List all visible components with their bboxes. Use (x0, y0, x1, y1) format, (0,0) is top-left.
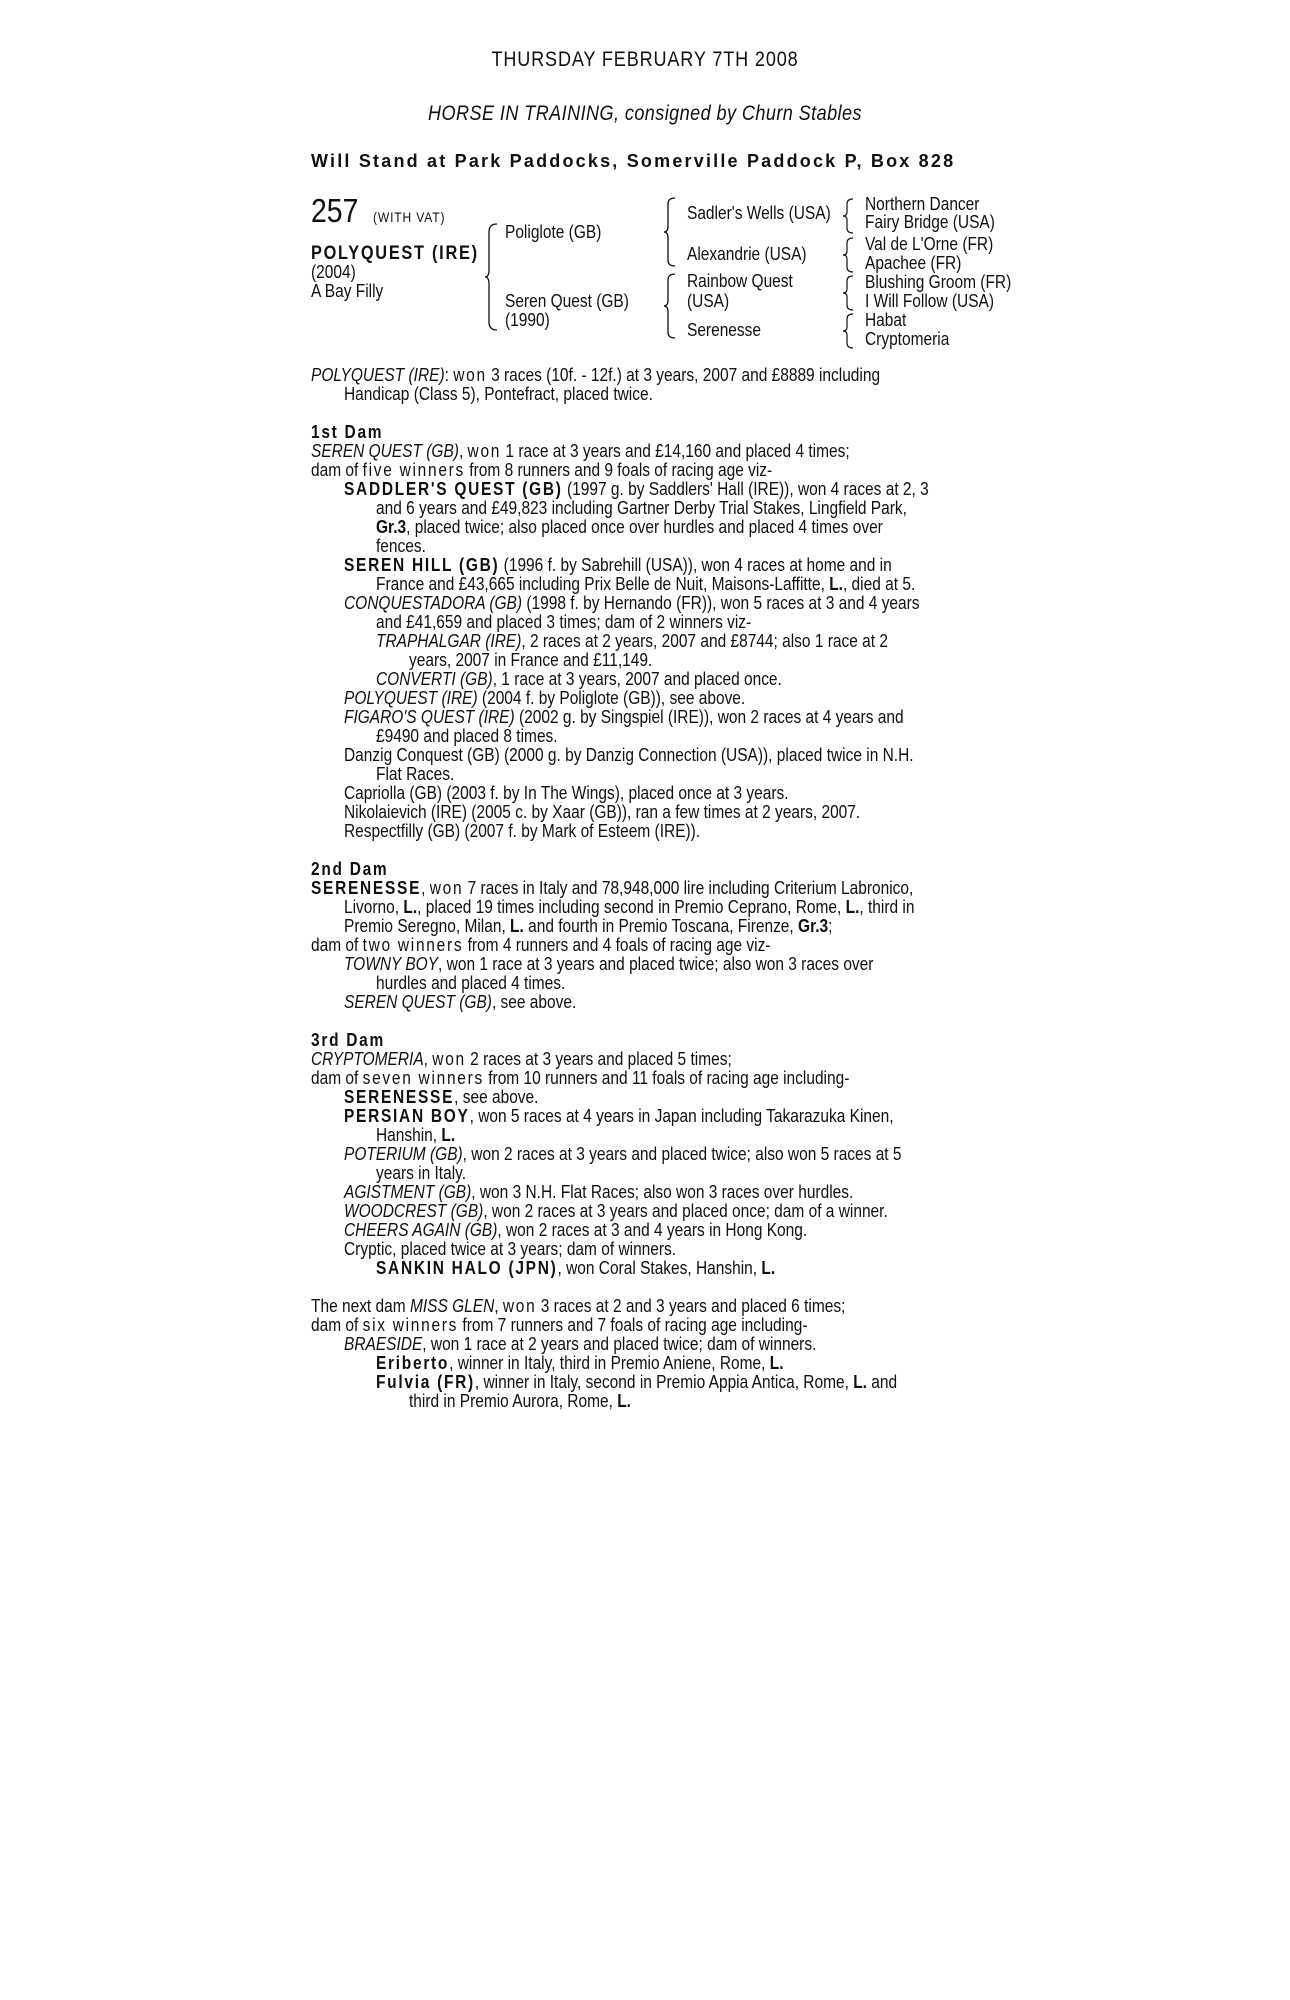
grand-produce-entry: CONVERTI (GB), 1 race at 3 years, 2007 and placed once. (376, 669, 782, 689)
first-dam-heading: 1st Dam (311, 422, 384, 442)
ggs-5: Blushing Groom (FR) (865, 272, 1012, 292)
produce-entry-cont: Hanshin, L. (376, 1125, 456, 1145)
ggs-3: Val de L'Orne (FR) (865, 234, 994, 254)
grand-produce-cont: third in Premio Aurora, Rome, L. (409, 1391, 631, 1411)
sire-name: Poliglote (GB) (505, 222, 602, 242)
next-dam-record: The next dam MISS GLEN, won 3 races at 2 and 3 years and placed 6 times; (311, 1296, 846, 1316)
produce-entry-cont: Flat Races. (376, 764, 455, 784)
produce-entry: Danzig Conquest (GB) (2000 g. by Danzig Connection (USA)), placed twice in N.H. (344, 745, 914, 765)
dam-name: Seren Quest (GB) (505, 291, 629, 311)
horse-name: POLYQUEST (IRE) (311, 243, 479, 264)
second-dam-record: SERENESSE, won 7 races in Italy and 78,948,000 lire including Criterium Labronico, (311, 878, 914, 898)
vat-note: (WITH VAT) (373, 209, 446, 225)
second-dam-record-cont: Premio Seregno, Milan, L. and fourth in Premio Toscana, Firenze, Gr.3; (344, 916, 833, 936)
sale-date: THURSDAY FEBRUARY 7TH 2008 (491, 48, 799, 71)
third-dam-record: CRYPTOMERIA, won 2 races at 3 years and placed 5 times; (311, 1049, 732, 1069)
produce-entry: Cryptic, placed twice at 3 years; dam of winners. (344, 1239, 677, 1259)
produce-entry: SEREN QUEST (GB), see above. (344, 992, 577, 1012)
consignment-title: HORSE IN TRAINING, consigned by Churn Stables (428, 102, 862, 125)
ggs-8: Cryptomeria (865, 329, 950, 349)
grand-produce-entry: Fulvia (FR), winner in Italy, second in Premio Appia Antica, Rome, L. and (376, 1372, 898, 1392)
produce-entry: CHEERS AGAIN (GB), won 2 races at 3 and 4 years in Hong Kong. (344, 1220, 808, 1240)
produce-entry-cont: hurdles and placed 4 times. (376, 973, 566, 993)
produce-entry-cont: £9490 and placed 8 times. (376, 726, 558, 746)
next-dam-produce: dam of six winners from 7 runners and 7 foals of racing age including- (311, 1315, 808, 1335)
grand-produce-cont: years, 2007 in France and £11,149. (409, 650, 653, 670)
produce-entry: CONQUESTADORA (GB) (1998 f. by Hernando (FR)), won 5 races at 3 and 4 years (344, 593, 920, 613)
horse-description: A Bay Filly (311, 281, 384, 301)
race-record: POLYQUEST (IRE): won 3 races (10f. - 12f.) at 3 years, 2007 and £8889 including (311, 365, 881, 385)
sire-sire: Sadler's Wells (USA) (687, 203, 831, 223)
produce-entry-cont: Gr.3, placed twice; also placed once over hurdles and placed 4 times over (376, 517, 883, 537)
first-dam-produce: dam of five winners from 8 runners and 9 foals of racing age viz- (311, 460, 773, 480)
pedigree-brace-3a (843, 198, 857, 234)
produce-entry: TOWNY BOY, won 1 race at 3 years and placed twice; also won 3 races over (344, 954, 874, 974)
grand-produce-entry: SANKIN HALO (JPN), won Coral Stakes, Hanshin, L. (376, 1258, 776, 1278)
grand-produce-entry: TRAPHALGAR (IRE), 2 races at 2 years, 2007 and £8744; also 1 race at 2 (376, 631, 888, 651)
dam-dam: Serenesse (687, 320, 762, 340)
second-dam-produce: dam of two winners from 4 runners and 4 foals of racing age viz- (311, 935, 771, 955)
ggs-2: Fairy Bridge (USA) (865, 212, 995, 232)
produce-entry: SADDLER'S QUEST (GB) (1997 g. by Saddlers' Hall (IRE)), won 4 races at 2, 3 (344, 479, 929, 499)
ggs-1: Northern Dancer (865, 194, 980, 214)
produce-entry: Respectfilly (GB) (2007 f. by Mark of Esteem (IRE)). (344, 821, 701, 841)
ggs-6: I Will Follow (USA) (865, 291, 995, 311)
produce-entry-cont: and £41,659 and placed 3 times; dam of 2 winners viz- (376, 612, 752, 632)
pedigree-brace-2b (664, 272, 680, 340)
pedigree-brace-3c (843, 275, 857, 311)
second-dam-heading: 2nd Dam (311, 859, 389, 879)
grand-produce-entry: Eriberto, winner in Italy, third in Premio Aniene, Rome, L. (376, 1353, 784, 1373)
stand-location: Will Stand at Park Paddocks, Somerville Paddock P, Box 828 (311, 151, 956, 171)
horse-year: (2004) (311, 262, 356, 282)
pedigree-brace-3d (843, 313, 857, 349)
sire-dam: Alexandrie (USA) (687, 244, 807, 264)
first-dam-record: SEREN QUEST (GB), won 1 race at 3 years and £14,160 and placed 4 times; (311, 441, 850, 461)
produce-entry: Capriolla (GB) (2003 f. by In The Wings), placed once at 3 years. (344, 783, 789, 803)
produce-entry: PERSIAN BOY, won 5 races at 4 years in Japan including Takarazuka Kinen, (344, 1106, 894, 1126)
race-record-cont: Handicap (Class 5), Pontefract, placed twice. (344, 384, 653, 404)
ggs-4: Apachee (FR) (865, 253, 962, 273)
lot-number: 257 (311, 192, 359, 229)
produce-entry: AGISTMENT (GB), won 3 N.H. Flat Races; also won 3 races over hurdles. (344, 1182, 854, 1202)
produce-entry: SEREN HILL (GB) (1996 f. by Sabrehill (USA)), won 4 races at home and in (344, 555, 892, 575)
ggs-7: Habat (865, 310, 907, 330)
produce-entry: FIGARO'S QUEST (IRE) (2002 g. by Singspiel (IRE)), won 2 races at 4 years and (344, 707, 904, 727)
produce-entry-cont: fences. (376, 536, 426, 556)
produce-entry: POLYQUEST (IRE) (2004 f. by Poliglote (GB)), see above. (344, 688, 746, 708)
produce-entry-cont: and 6 years and £49,823 including Gartner Derby Trial Stakes, Lingfield Park, (376, 498, 907, 518)
dam-sire-1: Rainbow Quest (687, 271, 793, 291)
second-dam-record-cont: Livorno, L., placed 19 times including second in Premio Ceprano, Rome, L., third in (344, 897, 915, 917)
produce-entry-cont: years in Italy. (376, 1163, 467, 1183)
produce-entry: POTERIUM (GB), won 2 races at 3 years and placed twice; also won 5 races at 5 (344, 1144, 902, 1164)
produce-entry: Nikolaievich (IRE) (2005 c. by Xaar (GB)), ran a few times at 2 years, 2007. (344, 802, 861, 822)
produce-entry: SERENESSE, see above. (344, 1087, 539, 1107)
produce-entry-cont: France and £43,665 including Prix Belle de Nuit, Maisons-Laffitte, L., died at 5. (376, 574, 916, 594)
third-dam-produce: dam of seven winners from 10 runners and 11 foals of racing age including- (311, 1068, 850, 1088)
produce-entry: WOODCREST (GB), won 2 races at 3 years and placed once; dam of a winner. (344, 1201, 888, 1221)
dam-sire-2: (USA) (687, 291, 730, 311)
third-dam-heading: 3rd Dam (311, 1030, 385, 1050)
produce-entry: BRAESIDE, won 1 race at 2 years and placed twice; dam of winners. (344, 1334, 817, 1354)
pedigree-brace-1 (485, 222, 505, 332)
catalogue-body (311, 366, 1071, 1411)
dam-year: (1990) (505, 310, 550, 330)
pedigree-brace-3b (843, 237, 857, 273)
pedigree-brace-2a (664, 196, 680, 268)
